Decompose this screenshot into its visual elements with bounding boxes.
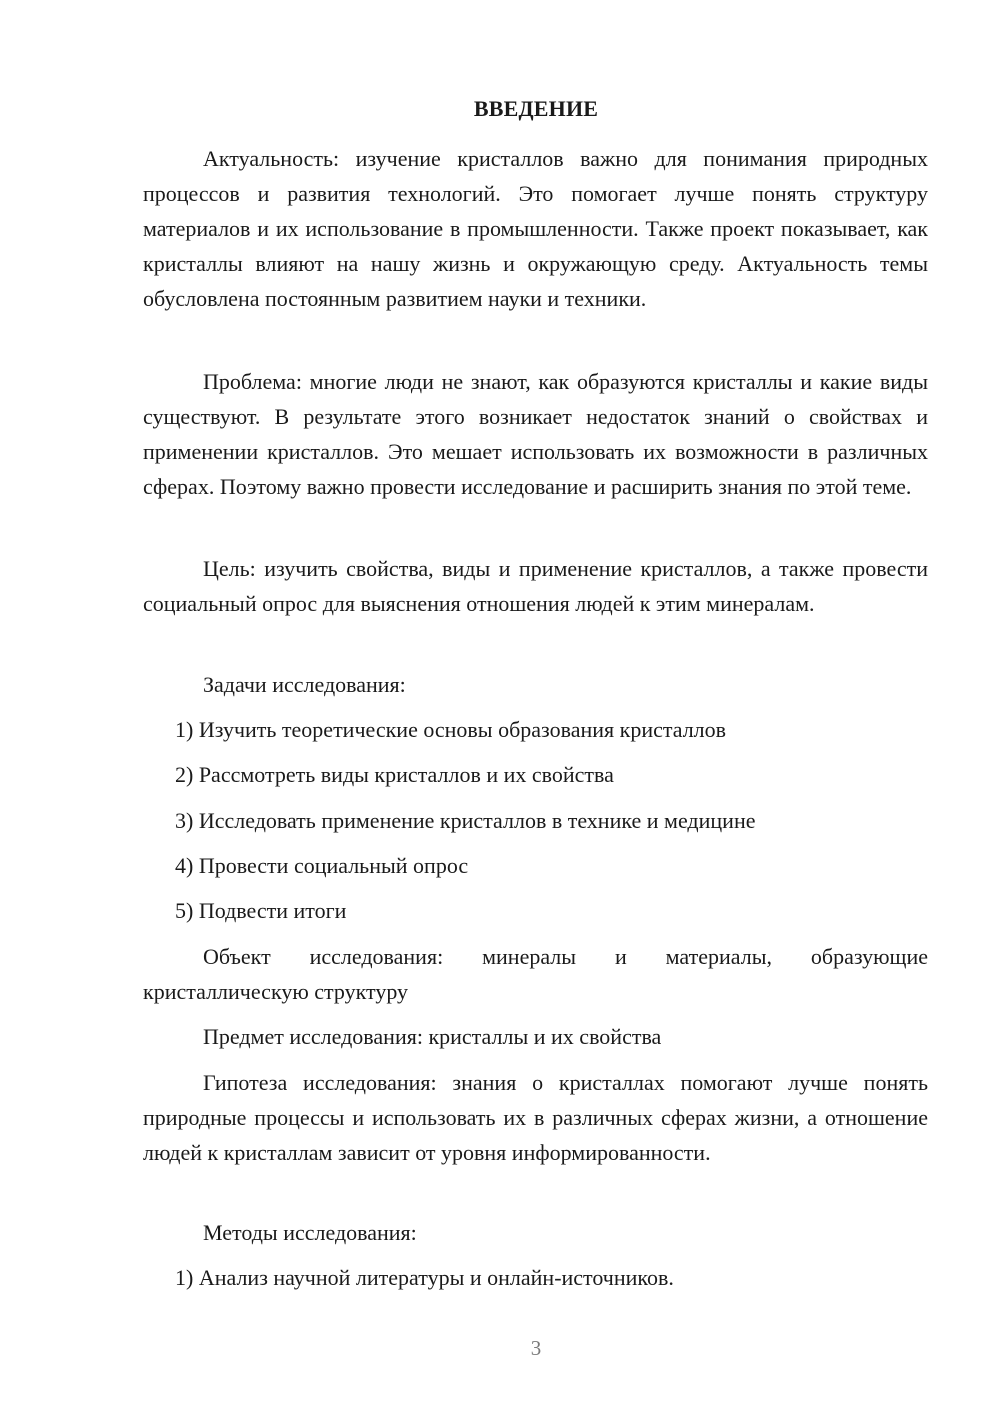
paragraph-subject: Предмет исследования: кристаллы и их свойства [203,1024,662,1049]
method-list [143,1260,928,1295]
paragraph-relevance: Актуальность: изучение кристаллов важно для понимания природных процессов и развития технологий. Это помогает лучше понять структуру материалов и их использование в промышленности. Также проект показывает, как кристаллы влияют на нашу жизнь и окружающую среду. Актуальность темы обусловлена постоянным развитием науки и техники. [143,146,928,311]
page-number: 3 [530,1336,542,1360]
document-body-methods-heading [143,1215,928,1250]
tasks-heading: Задачи исследования: [203,672,406,697]
page-title: ВВЕДЕНИЕ [473,96,599,121]
document-body-hypothesis [143,1065,928,1170]
document-body-tasks-heading [143,667,928,702]
paragraph-problem: Проблема: многие люди не знают, как образуются кристаллы и какие виды существуют. В результате этого возникает недостаток знаний о свойствах и применении кристаллов. Это мешает использовать их возможности в различных сферах. Поэтому важно провести исследование и расширить знания по этой теме. [143,369,928,499]
document-body-object [143,939,928,1009]
list-item: 5) Подвести итоги [175,898,347,923]
paragraph-hypothesis: Гипотеза исследования: знания о кристаллах помогают лучше понять природные процессы и использовать их в различных сферах жизни, а отношение людей к кристаллам зависит от уровня информированности. [143,1070,928,1165]
document-body [143,141,928,316]
task-list [143,893,928,928]
list-item: 2) Рассмотреть виды кристаллов и их свойства [175,762,614,787]
task-list [143,757,928,792]
list-item: 1) Изучить теоретические основы образования кристаллов [175,717,727,742]
task-list [143,712,928,747]
list-item: 3) Исследовать применение кристаллов в технике и медицине [175,808,756,833]
paragraph-goal: Цель: изучить свойства, виды и применение кристаллов, а также провести социальный опрос для выяснения отношения людей к этим минералам. [143,556,928,616]
paragraph-object: Объект исследования: минералы и материалы, образующие кристаллическую структуру [143,944,928,1004]
document-body-goal [143,551,928,621]
task-list [143,803,928,838]
task-list [143,848,928,883]
document-body-subject [143,1019,928,1054]
methods-heading: Методы исследования: [203,1220,417,1245]
list-item: 4) Провести социальный опрос [175,853,469,878]
document-body-problem [143,364,928,504]
list-item: 1) Анализ научной литературы и онлайн-источников. [175,1265,674,1290]
